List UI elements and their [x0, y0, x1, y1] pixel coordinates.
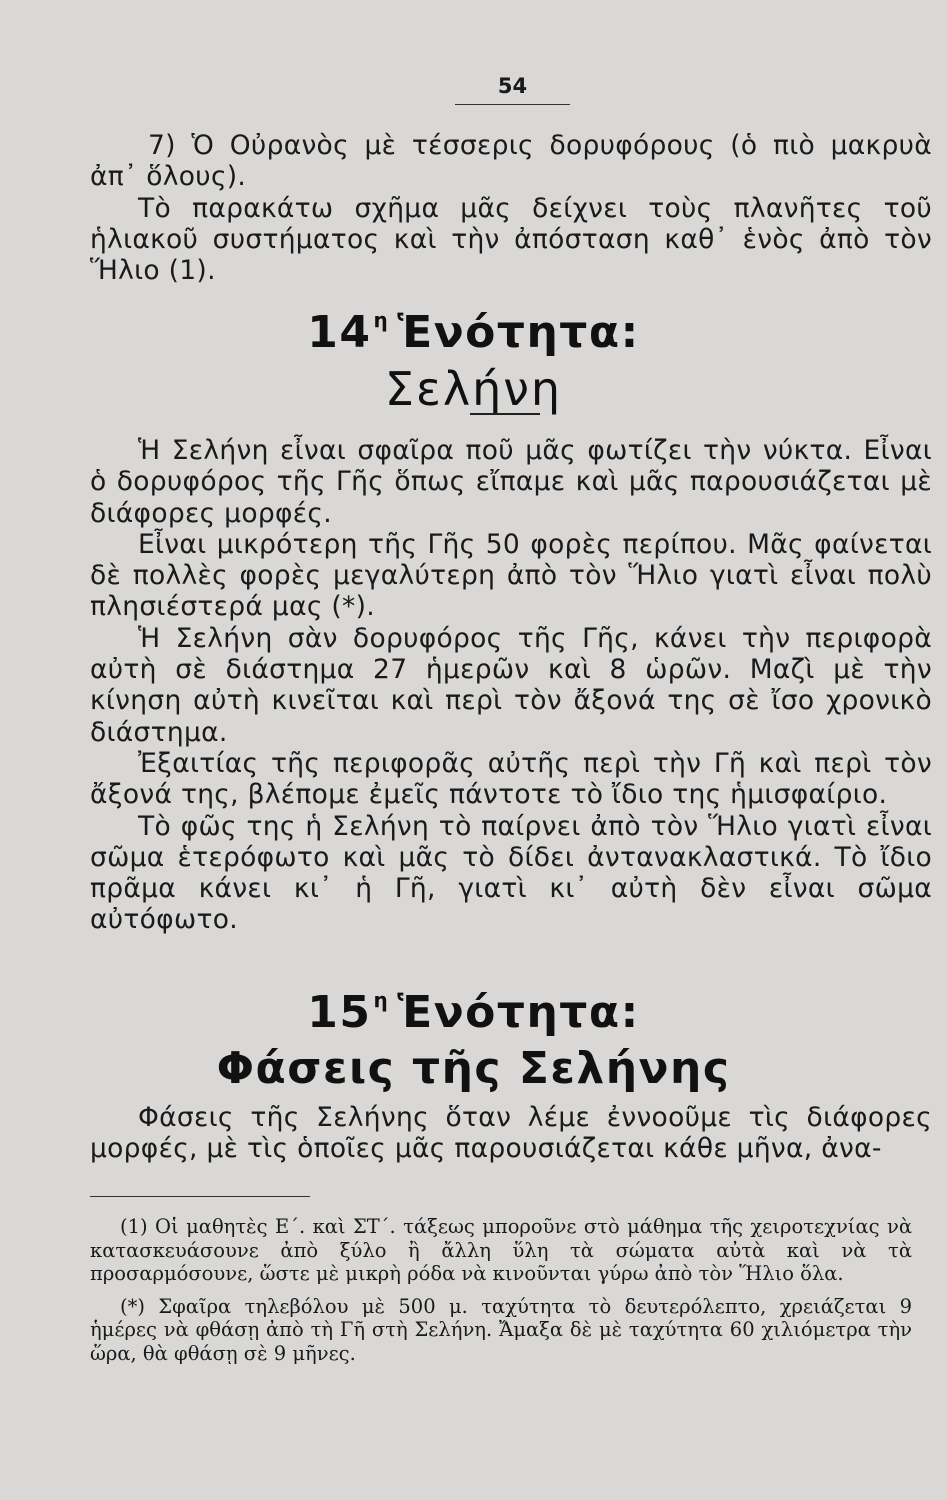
section-14-paragraph: Εἶναι μικρότερη τῆς Γῆς 50 φορὲς περίπου. Μᾶς φαίνεται δὲ πολλὲς φορὲς μεγαλύτερη ἀπὸ τὸν Ἥλιο γιατὶ εἶναι πολὺ πλησιέστερά μας (*). [90, 528, 932, 623]
section-14-ordinal: η [373, 308, 390, 332]
section-15-heading [0, 972, 947, 1097]
section-15-ordinal: η [373, 988, 390, 1012]
footnote-asterisk: (*) Σφαῖρα τηλεβόλου μὲ 500 μ. ταχύτητα τὸ δευτερόλεπτο, χρειάζεται 9 ἡμέρες νὰ φθάσῃ ἀπὸ τὴ Γῆ στὴ Σελήνη. Ἄμαξα δὲ μὲ ταχύτητα 60 χιλιόμετρα τὴν ὥρα, θὰ φθάσῃ σὲ 9 μῆνες. [90, 1294, 912, 1365]
section-14-paragraph: Ἡ Σελήνη εἶναι σφαῖρα ποῦ μᾶς φωτίζει τὴν νύκτα. Εἶναι ὁ δορυφόρος τῆς Γῆς ὅπως εἴπαμε καὶ μᾶς παρουσιάζεται μὲ διάφορες μορφές. [90, 435, 932, 529]
section-15-body [90, 1102, 932, 1165]
section-14-number: 14 [307, 307, 372, 358]
footnote-1: (1) Οἱ μαθητὲς Ε΄. καὶ ΣΤ΄. τάξεως μποροῦνε στὸ μάθημα τῆς χειροτεχνίας νὰ κατασκευάσουνε ἀπὸ ξύλο ἢ ἄλλη ὕλη τὰ σώματα αὐτὰ καὶ νὰ τὰ προσαρμόσουνε, ὥστε μὲ μικρὴ ρόδα νὰ κινοῦνται γύρω ἀπὸ τὸν Ἥλιο ὅλα. [90, 1215, 912, 1285]
section-14-heading [0, 292, 947, 417]
section-15-paragraph: Φάσεις τῆς Σελήνης ὅταν λέμε ἐννοοῦμε τὶς διάφορες μορφές, μὲ τὶς ὁποῖες μᾶς παρουσιάζεται κάθε μῆνα, ἀνα- [90, 1102, 932, 1165]
section-14-paragraph: Ἡ Σελήνη σὰν δορυφόρος τῆς Γῆς, κάνει τὴν περιφορὰ αὐτὴ σὲ διάστημα 27 ἡμερῶν καὶ 8 ὡρῶν. Μαζὶ μὲ τὴν κίνηση αὐτὴ κινεῖται καὶ περὶ τὸν ἄξονά της σὲ ἴσο χρονικὸ διάστημα. [90, 622, 932, 748]
intro-text [90, 130, 932, 286]
section-14-title: Σελήνη [384, 362, 563, 416]
section-15-number: 15 [307, 987, 372, 1038]
section-14-label: Ἑνότητα: [397, 307, 640, 358]
intro-item-7: 7) Ὁ Οὐρανὸς μὲ τέσσερις δορυφόρους (ὁ πιὸ μακρυὰ ἀπ᾽ ὅλους). [90, 130, 932, 193]
section-14-divider [470, 413, 540, 415]
footnotes [90, 1215, 912, 1365]
section-14-paragraph: Τὸ φῶς της ἡ Σελήνη τὸ παίρνει ἀπὸ τὸν Ἥλιο γιατὶ εἶναι σῶμα ἑτερόφωτο καὶ μᾶς τὸ δίδει ἀντανακλαστικά. Τὸ ἴδιο πρᾶμα κάνει κι᾽ ἡ Γῆ, γιατὶ κι᾽ αὐτὴ δὲν εἶναι σῶμα αὐτόφωτο. [90, 810, 932, 936]
section-14-body [90, 435, 932, 936]
intro-figure-note: Τὸ παρακάτω σχῆμα μᾶς δείχνει τοὺς πλανῆτες τοῦ ἡλιακοῦ συστήματος καὶ τὴν ἀπόσταση καθ᾽ ἑνὸς ἀπὸ τὸν Ἥλιο (1). [90, 192, 932, 287]
section-15-label: Ἑνότητα: [397, 987, 640, 1038]
section-15-title: Φάσεις τῆς Σελήνης [216, 1043, 731, 1094]
footnote-divider [90, 1196, 310, 1197]
page-number: 54 [455, 74, 570, 105]
section-14-paragraph: Ἐξαιτίας τῆς περιφορᾶς αὐτῆς περὶ τὴν Γῆ καὶ περὶ τὸν ἄξονά της, βλέπομε ἐμεῖς πάντοτε τὸ ἴδιο της ἡμισφαίριο. [90, 747, 932, 811]
